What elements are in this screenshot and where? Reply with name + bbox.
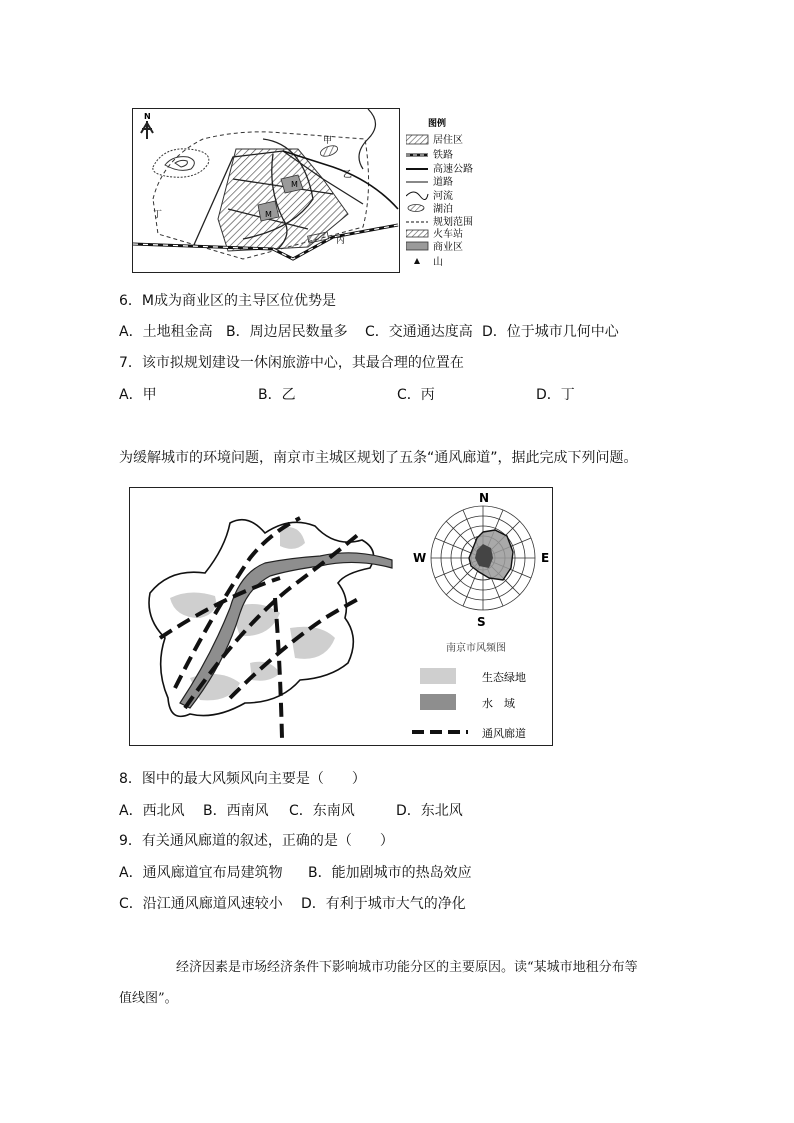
nanjing-map-svg: [130, 488, 552, 745]
label-ding: 丁: [153, 210, 163, 220]
city-map-svg: [133, 109, 399, 272]
city-map-figure: [132, 108, 400, 273]
q8-option-c: C．东南风: [289, 803, 355, 819]
mountain-icon: [414, 258, 420, 264]
q9-option-d: D．有利于城市大气的净化: [301, 896, 466, 912]
q9-option-c: C．沿江通风廊道风速较小: [119, 896, 283, 912]
q7-option-b: B．乙: [258, 387, 296, 403]
mountain-contours: [153, 149, 209, 177]
station-swatch-icon: [406, 230, 428, 237]
q6-option-d: D．位于城市几何中心: [482, 324, 619, 340]
compass-w: W: [413, 551, 427, 565]
label-yi: 乙: [343, 170, 353, 180]
svg-text:湖泊: 湖泊: [433, 204, 453, 215]
compass-s: S: [477, 615, 486, 629]
q7-option-c: C．丙: [397, 387, 435, 403]
q8-option-b: B．西南风: [203, 803, 269, 819]
intro-land-rent-line2: 值线图”。: [119, 991, 178, 1006]
q7-option-a: A．甲: [119, 387, 157, 403]
svg-text:火车站: 火车站: [433, 229, 463, 240]
lake-swatch-icon: [408, 205, 424, 212]
question-9-stem: 9．有关通风廊道的叙述，正确的是（ ）: [119, 833, 394, 849]
commercial-swatch-icon: [406, 242, 428, 250]
svg-text:居住区: 居住区: [433, 135, 463, 146]
label-bing: 丙: [336, 236, 346, 246]
svg-text:道路: 道路: [433, 177, 453, 188]
nanjing-legend: [412, 668, 526, 740]
question-8-stem: 8．图中的最大风频风向主要是（ ）: [119, 771, 366, 787]
q6-option-a: A．土地租金高: [119, 324, 213, 340]
label-m2: M: [265, 210, 272, 219]
svg-text:规划范围: 规划范围: [433, 217, 473, 228]
compass-n: N: [479, 491, 490, 505]
svg-text:商业区: 商业区: [433, 242, 463, 253]
svg-text:河流: 河流: [433, 191, 453, 202]
compass-e: E: [541, 551, 550, 565]
label-jia: 甲: [323, 136, 333, 146]
intro-land-rent-line1: 经济因素是市场经济条件下影响城市功能分区的主要原因。读“某城市地租分布等: [176, 960, 638, 975]
svg-text:水 域: 水 域: [482, 697, 515, 710]
river-swatch-icon: [406, 192, 428, 200]
green-swatch-icon: [420, 668, 456, 684]
q8-option-a: A．西北风: [119, 803, 185, 819]
map-legend: [406, 118, 516, 270]
svg-text:山: 山: [433, 257, 443, 268]
north-arrow-icon: [141, 112, 153, 139]
svg-text:高速公路: 高速公路: [433, 164, 473, 175]
svg-text:通风廊道: 通风廊道: [482, 727, 526, 740]
legend-title: 图例: [428, 119, 447, 129]
q6-option-c: C．交通通达度高: [365, 324, 473, 340]
q8-option-d: D．东北风: [396, 803, 463, 819]
residential-swatch-icon: [406, 135, 428, 144]
q7-option-d: D．丁: [536, 387, 575, 403]
north-label: N: [144, 112, 151, 121]
svg-text:生态绿地: 生态绿地: [482, 671, 526, 684]
question-6-stem: 6．M成为商业区的主导区位优势是: [119, 293, 336, 309]
water-swatch-icon: [420, 694, 456, 710]
nanjing-map-figure: [129, 487, 553, 746]
svg-text:铁路: 铁路: [433, 150, 453, 161]
wind-rose-caption: 南京市风频图: [446, 643, 506, 654]
q9-option-a: A．通风廊道宜布局建筑物: [119, 865, 283, 881]
question-7-stem: 7．该市拟规划建设一休闲旅游中心，其最合理的位置在: [119, 355, 464, 371]
label-m1: M: [291, 180, 298, 189]
q6-option-b: B．周边居民数量多: [226, 324, 348, 340]
intro-ventilation-corridors: 为缓解城市的环境问题，南京市主城区规划了五条“通风廊道”，据此完成下列问题。: [119, 450, 638, 466]
wind-rose: [413, 491, 549, 629]
q9-option-b: B．能加剧城市的热岛效应: [308, 865, 472, 881]
